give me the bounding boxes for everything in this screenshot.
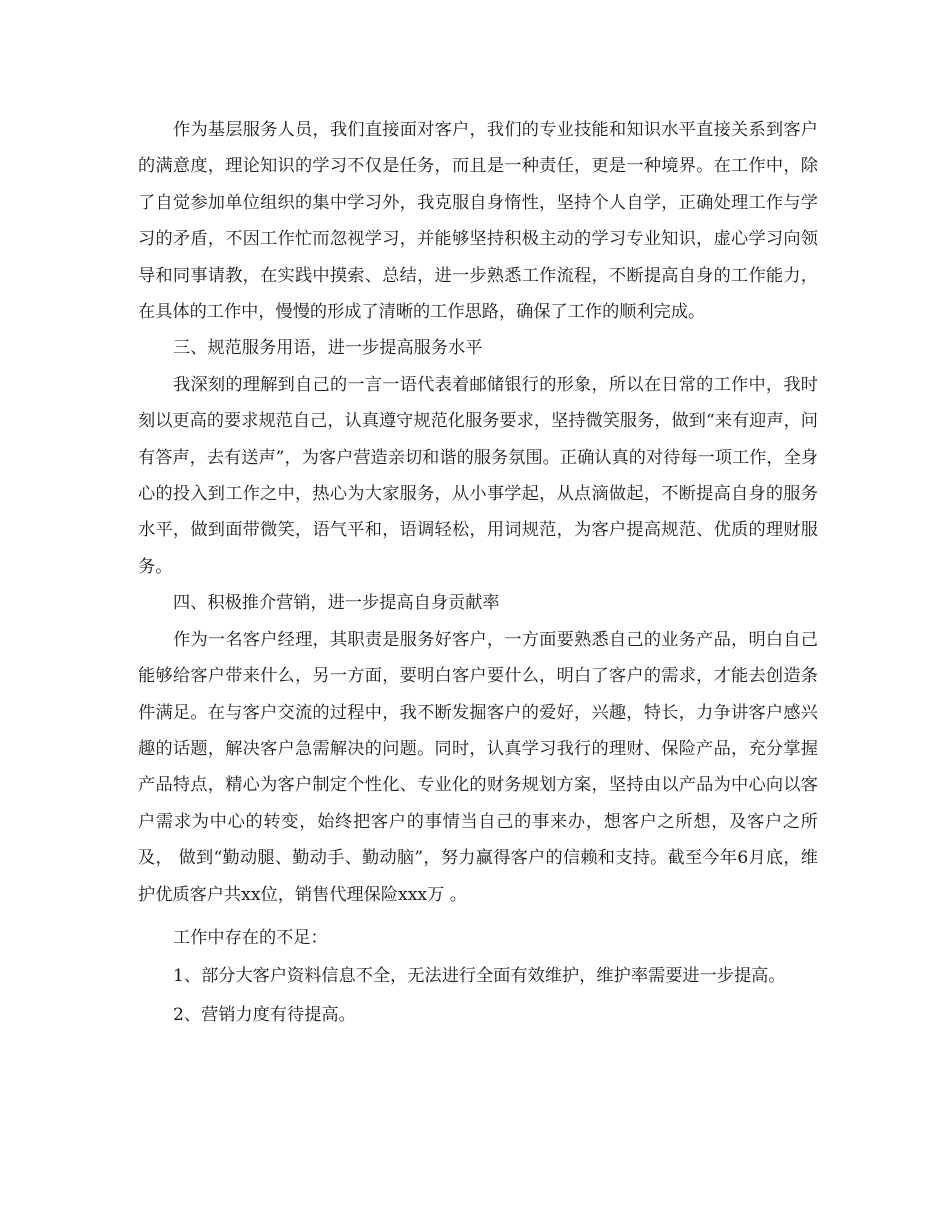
heading-section-three: 三、规范服务用语，进一步提高服务水平 (173, 338, 483, 359)
paragraph-study: 作为基层服务人员，我们直接面对客户，我们的专业技能和知识水平直接关系到客户的满意度，理论知识的学习不仅是任务，而且是一种责任，更是一种境界。在工作中，除了自觉参加单位组织的集中学习外，我克服自身惰性，坚持个人自学，正确处理工作与学习的矛盾，不因工作忙而忽视学习，并能够坚持积极主动的学习专业知识，虚心学习向领导和同事请教，在实践中摸索、总结，进一步熟悉工作流程，不断提高自身的工作能力，在具体的工作中，慢慢的形成了清晰的工作思路，确保了工作的顺利完成。 (138, 120, 818, 323)
document-body (138, 112, 818, 1033)
paragraph-marketing: 作为一名客户经理，其职责是服务好客户，一方面要熟悉自己的业务产品，明白自己能够给客户带来什么，另一方面，要明白客户要什么，明白了客户的需求，才能去创造条件满足。在与客户交流的过程中，我不断发掘客户的爱好，兴趣，特长，力争讲客户感兴趣的话题，解决客户急需解决的问题。同时，认真学习我行的理财、保险产品，充分掌握产品特点，精心为客户制定个性化、专业化的财务规划方案，坚持由以产品为中心向以客户需求为中心的转变，始终把客户的事情当自己的事来办，想客户之所想，及客户之所及， 做到“勤动腿、勤动手、勤动脑”，努力赢得客户的信赖和支持。截至今年6月底，维护优质客户共xx位，销售代理保险xxx万 。 (138, 629, 818, 905)
paragraph-service: 我深刻的理解到自己的一言一语代表着邮储银行的形象，所以在日常的工作中，我时刻以更高的要求规范自己，认真遵守规范化服务要求，坚持微笑服务，做到“来有迎声，问有答声，去有送声”，为客户营造亲切和谐的服务氛围。正确认真的对待每一项工作，全身心的投入到工作之中，热心为大家服务，从小事学起，从点滴做起，不断提高自身的服务水平，做到面带微笑，语气平和，语调轻松，用词规范，为客户提高规范、优质的理财服务。 (138, 374, 818, 577)
heading-section-four: 四、积极推介营销，进一步提高自身贡献率 (173, 593, 500, 614)
heading-shortcomings: 工作中存在的不足： (173, 927, 328, 948)
shortcoming-item-2: 2、营销力度有待提高。 (173, 1004, 356, 1025)
shortcoming-item-1: 1、部分大客户资料信息不全，无法进行全面有效维护，维护率需要进一步提高。 (173, 966, 786, 987)
